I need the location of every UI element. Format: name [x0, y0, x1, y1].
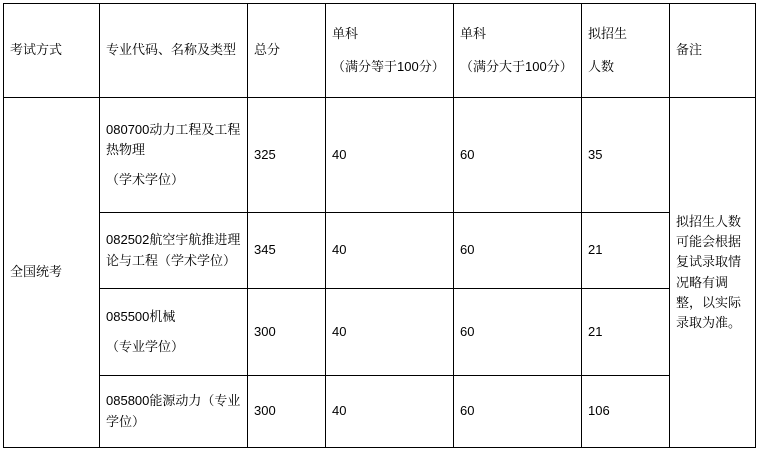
header-single-subject-over100-line2: （满分大于100分）: [460, 58, 573, 74]
single-subject-over100-cell: 60: [454, 98, 582, 213]
header-remark: [670, 4, 756, 98]
major-line: 082502航空宇航推进理论与工程（学术学位）: [106, 232, 241, 268]
table-row: [4, 376, 756, 448]
major-line: 085500机械: [106, 308, 176, 324]
total-score-cell: 345: [248, 213, 326, 289]
header-remark-label: 备注: [676, 42, 703, 58]
major-cell: [100, 376, 248, 448]
header-total-score: [248, 4, 326, 98]
header-single-subject-over100-line1: 单科: [460, 26, 487, 42]
single-subject-100-cell: 40: [326, 213, 454, 289]
header-total-score-label: 总分: [254, 42, 281, 58]
major-line: （专业学位）: [106, 339, 185, 354]
single-subject-over100-cell: 60: [454, 376, 582, 448]
header-single-subject-100-line2: （满分等于100分）: [332, 58, 445, 74]
single-subject-100-cell: 40: [326, 376, 454, 448]
header-planned-enrollment: [582, 4, 670, 98]
single-subject-100-cell: 40: [326, 98, 454, 213]
major-line: （学术学位）: [106, 172, 185, 188]
table-row: [4, 213, 756, 289]
total-score-cell: 325: [248, 98, 326, 213]
total-score-cell: 300: [248, 289, 326, 376]
table-row: [4, 98, 756, 213]
remark-cell: 拟招生人数可能会根据复试录取情况略有调整，以实际录取为准。: [670, 98, 756, 448]
single-subject-over100-cell: 60: [454, 213, 582, 289]
single-subject-over100-cell: 60: [454, 289, 582, 376]
single-subject-100-cell: 40: [326, 289, 454, 376]
header-single-subject-100: [326, 4, 454, 98]
major-line: 085800能源动力（专业学位）: [106, 393, 241, 429]
major-cell: [100, 98, 248, 213]
table-header-row: [4, 4, 756, 98]
exam-mode-value: 全国统考: [10, 264, 63, 280]
header-major-label: 专业代码、名称及类型: [106, 42, 237, 58]
planned-enrollment-cell: 106: [582, 376, 670, 448]
header-planned-enrollment-line1: 拟招生: [588, 26, 628, 42]
major-cell: [100, 289, 248, 376]
header-single-subject-over100: [454, 4, 582, 98]
header-exam-mode-label: 考试方式: [10, 42, 63, 58]
planned-enrollment-cell: 21: [582, 213, 670, 289]
admission-score-table: [3, 3, 756, 448]
header-exam-mode: [4, 4, 100, 98]
header-major: [100, 4, 248, 98]
major-cell: [100, 213, 248, 289]
major-line: 080700动力工程及工程热物理: [106, 121, 241, 157]
header-planned-enrollment-line2: 人数: [588, 58, 615, 74]
planned-enrollment-cell: 35: [582, 98, 670, 213]
planned-enrollment-cell: 21: [582, 289, 670, 376]
table-row: [4, 289, 756, 376]
exam-mode-cell: [4, 98, 100, 448]
total-score-cell: 300: [248, 376, 326, 448]
header-single-subject-100-line1: 单科: [332, 26, 359, 42]
